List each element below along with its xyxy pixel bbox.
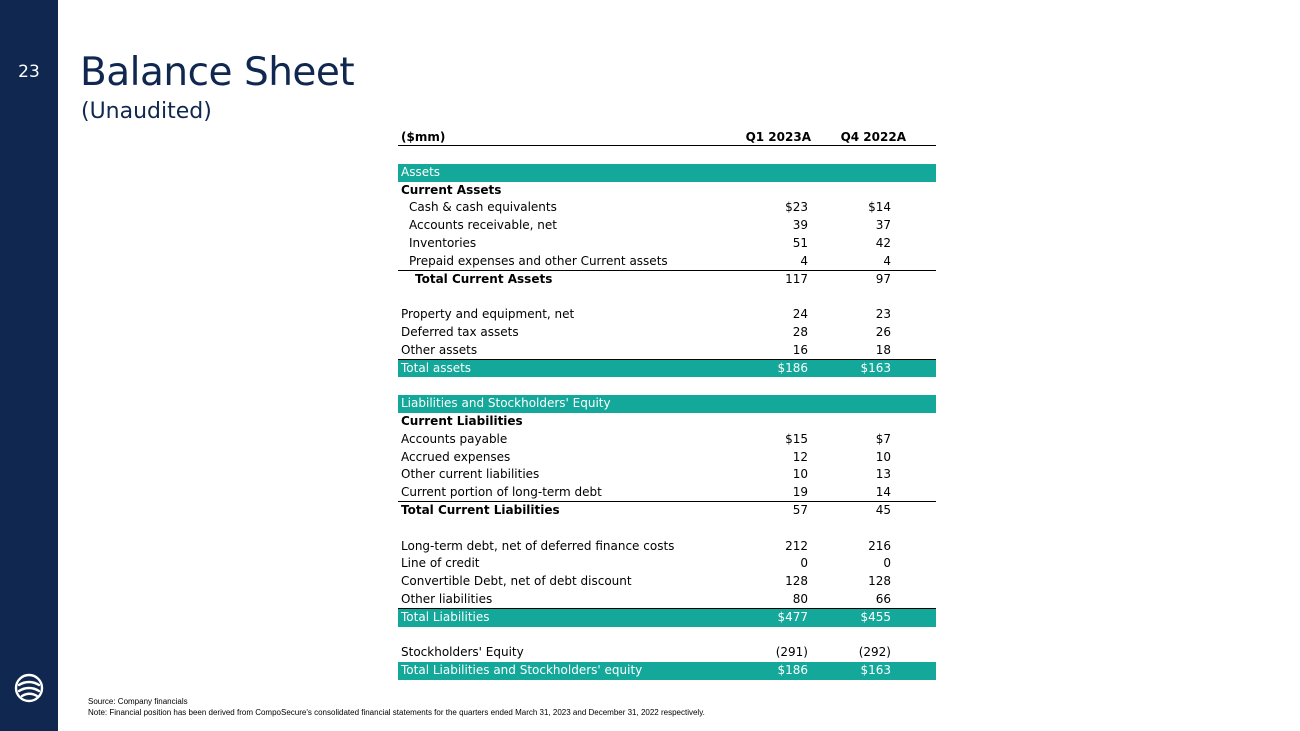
header-units: ($mm)	[401, 130, 446, 144]
row-label: Line of credit	[401, 556, 480, 571]
total-current-liabilities-row	[398, 502, 936, 520]
row-value-q4: 4	[883, 253, 891, 268]
row-value-q4: 13	[875, 467, 891, 482]
total-liabilities-equity-row	[398, 662, 936, 680]
row-label: Property and equipment, net	[401, 307, 575, 322]
row-value-q1: $477	[777, 609, 808, 624]
row-value-q4: 216	[868, 538, 891, 553]
row-value-q1: 212	[785, 538, 808, 553]
row-label: Long-term debt, net of deferred finance costs	[401, 538, 675, 553]
subsection-current-liabilities	[398, 413, 936, 431]
table-row	[398, 431, 936, 449]
page-number: 23	[18, 62, 40, 82]
row-value-q4: $163	[860, 663, 891, 678]
header-q1-2023: Q1 2023A	[745, 130, 811, 144]
row-value-q4: 18	[875, 342, 891, 357]
subsection-current-assets	[398, 182, 936, 200]
row-value-q1: 57	[792, 502, 808, 517]
row-value-q4: 128	[868, 574, 891, 589]
page-subtitle: (Unaudited)	[81, 99, 212, 124]
row-label: Cash & cash equivalents	[409, 200, 557, 215]
row-value-q4: 0	[883, 556, 891, 571]
spacer-row	[398, 377, 936, 395]
row-label: Deferred tax assets	[401, 324, 519, 339]
row-value-q4: 45	[875, 502, 891, 517]
table-row	[398, 466, 936, 484]
row-label: Assets	[401, 164, 441, 179]
row-label: Other liabilities	[401, 591, 493, 606]
spacer-row	[398, 627, 936, 645]
table-row	[398, 591, 936, 609]
section-liabilities-equity	[398, 395, 936, 413]
row-value-q4: (292)	[858, 645, 891, 660]
total-current-assets-row	[398, 271, 936, 289]
row-label: Total assets	[401, 360, 472, 375]
row-value-q4: 37	[875, 218, 891, 233]
row-value-q4: 23	[875, 307, 891, 322]
row-label: Total Liabilities	[401, 609, 490, 624]
table-row	[398, 217, 936, 235]
compo-logo-icon	[13, 672, 45, 704]
spacer-row	[398, 288, 936, 306]
row-label: Liabilities and Stockholders' Equity	[401, 396, 611, 411]
row-label: Other current liabilities	[401, 467, 540, 482]
table-row	[398, 324, 936, 342]
row-label: Total Current Liabilities	[401, 502, 560, 517]
row-value-q4: 42	[875, 235, 891, 250]
stockholders-equity-row	[398, 644, 936, 662]
table-row	[398, 235, 936, 253]
row-value-q4: 97	[875, 271, 891, 286]
row-value-q1: (291)	[775, 645, 808, 660]
row-label: Stockholders' Equity	[401, 645, 524, 660]
row-label: Convertible Debt, net of debt discount	[401, 574, 632, 589]
row-label: Current Assets	[401, 182, 502, 197]
row-value-q1: $23	[785, 200, 808, 215]
row-value-q1: 117	[785, 271, 808, 286]
row-value-q1: 10	[792, 467, 808, 482]
page-title: Balance Sheet	[80, 50, 355, 95]
row-value-q1: 0	[800, 556, 808, 571]
table-row	[398, 199, 936, 217]
row-value-q1: 16	[792, 342, 808, 357]
row-value-q1: 4	[800, 253, 808, 268]
row-value-q4: 14	[875, 485, 891, 500]
header-q4-2022: Q4 2022A	[840, 130, 906, 144]
footnote-source: Source: Company financials	[88, 697, 188, 706]
total-liabilities-row	[398, 609, 936, 627]
sidebar	[0, 0, 58, 731]
table-row	[398, 573, 936, 591]
row-label: Inventories	[409, 235, 477, 250]
balance-sheet-table	[398, 129, 936, 680]
table-row	[398, 306, 936, 324]
total-assets-row	[398, 360, 936, 378]
spacer-row	[398, 146, 936, 164]
row-value-q4: $163	[860, 360, 891, 375]
section-assets	[398, 164, 936, 182]
row-value-q4: $455	[860, 609, 891, 624]
row-label: Other assets	[401, 342, 478, 357]
spacer-row	[398, 520, 936, 538]
row-value-q1: 19	[792, 485, 808, 500]
row-label: Accounts receivable, net	[409, 218, 557, 233]
table-header	[398, 129, 936, 146]
footnote	[88, 697, 705, 718]
row-value-q1: $186	[777, 360, 808, 375]
table-row	[398, 342, 936, 360]
row-value-q1: 12	[792, 449, 808, 464]
row-value-q4: $14	[868, 200, 891, 215]
table-row	[398, 555, 936, 573]
table-row	[398, 538, 936, 556]
row-value-q1: 24	[792, 307, 808, 322]
row-value-q1: 51	[792, 235, 808, 250]
table-row	[398, 449, 936, 467]
row-label: Total Current Assets	[415, 271, 553, 286]
row-value-q1: 128	[785, 574, 808, 589]
table-row	[398, 253, 936, 271]
row-label: Current portion of long-term debt	[401, 485, 602, 500]
row-label: Accounts payable	[401, 431, 508, 446]
row-value-q4: $7	[875, 431, 891, 446]
row-value-q1: 39	[792, 218, 808, 233]
row-value-q1: $15	[785, 431, 808, 446]
row-value-q4: 26	[875, 324, 891, 339]
row-label: Current Liabilities	[401, 413, 523, 428]
row-label: Prepaid expenses and other Current assets	[409, 253, 668, 268]
footnote-note: Note: Financial position has been derived from CompoSecure's consolidated financial statements for the quarters ended March 31, 2023 and December 31, 2022 respectively.	[88, 707, 705, 717]
row-value-q1: 28	[792, 324, 808, 339]
row-value-q1: $186	[777, 663, 808, 678]
row-value-q4: 10	[875, 449, 891, 464]
row-value-q4: 66	[875, 591, 891, 606]
row-label: Accrued expenses	[401, 449, 511, 464]
table-row	[398, 484, 936, 502]
row-label: Total Liabilities and Stockholders' equity	[401, 663, 643, 678]
row-value-q1: 80	[792, 591, 808, 606]
